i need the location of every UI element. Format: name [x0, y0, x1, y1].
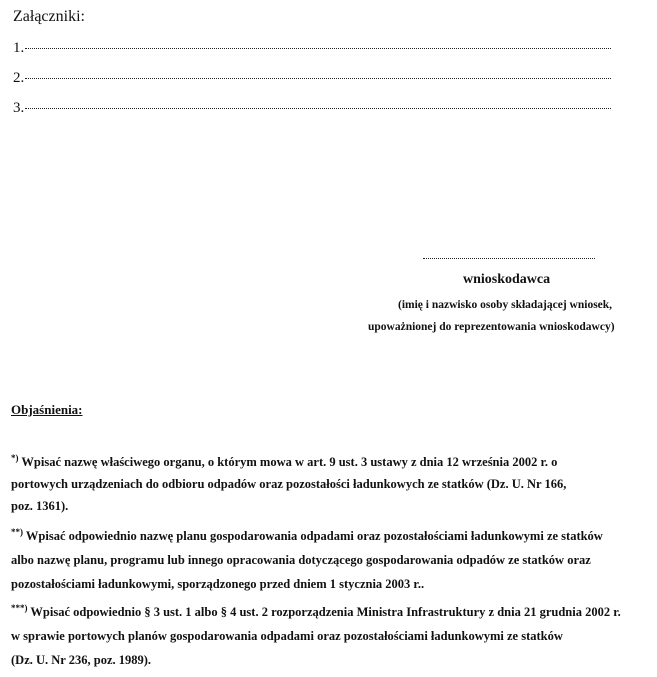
- attachment-line-2: [13, 70, 611, 87]
- attachments-heading: Załączniki:: [13, 8, 85, 25]
- signature-title: wnioskodawca: [463, 272, 551, 287]
- footnote-2-line-3: pozostałościami ładunkowymi, sporządzonego przed dniem 1 stycznia 2003 r..: [11, 577, 425, 591]
- footnote-3-line-1: [11, 603, 621, 620]
- footnote-mark: **): [11, 527, 23, 537]
- footnote-1-line-3: poz. 1361).: [11, 499, 69, 513]
- footnote-1-line-2: portowych urządzeniach do odbioru odpadów oraz pozostałości ładunkowych ze statków (Dz. U. Nr 166,: [11, 477, 567, 491]
- footnote-2-line-2: albo nazwę planu, programu lub innego opracowania dotyczącego gospodarowania odpadów ze statków oraz: [11, 553, 591, 567]
- dotted-fill-line: [25, 108, 611, 109]
- explanations-heading: Objaśnienia:: [11, 402, 83, 417]
- attachment-line-3: [13, 100, 611, 117]
- footnote-text: Wpisać odpowiednio § 3 ust. 1 albo § 4 ust. 2 rozporządzenia Ministra Infrastruktury z dnia 21 grudnia 2002 r.: [30, 605, 621, 619]
- footnote-mark: *): [11, 453, 19, 463]
- dotted-fill-line: [25, 48, 611, 49]
- footnote-text: Wpisać odpowiednio nazwę planu gospodarowania odpadami oraz pozostałościami ładunkowymi ze statków: [25, 529, 603, 543]
- signature-dotted-line: [423, 258, 595, 259]
- footnote-2-line-1: [11, 527, 603, 544]
- attachment-number: 2.: [13, 70, 25, 86]
- attachment-line-1: [13, 40, 611, 57]
- footnote-text: Wpisać nazwę właściwego organu, o którym mowa w art. 9 ust. 3 ustawy z dnia 12 września 2002 r. o: [21, 455, 558, 469]
- footnote-mark: ***): [11, 603, 28, 613]
- signature-note-line-1: (imię i nazwisko osoby składającej wniosek,: [398, 299, 613, 311]
- signature-note-line-2: upoważnionej do reprezentowania wnioskodawcy): [368, 321, 615, 333]
- attachment-number: 1.: [13, 40, 25, 56]
- footnote-3-line-2: w sprawie portowych planów gospodarowania odpadami oraz pozostałościami ładunkowymi ze statków: [11, 629, 563, 643]
- footnote-3-line-3: (Dz. U. Nr 236, poz. 1989).: [11, 653, 152, 667]
- footnote-1-line-1: [11, 453, 557, 470]
- dotted-fill-line: [25, 78, 611, 79]
- attachment-number: 3.: [13, 100, 25, 116]
